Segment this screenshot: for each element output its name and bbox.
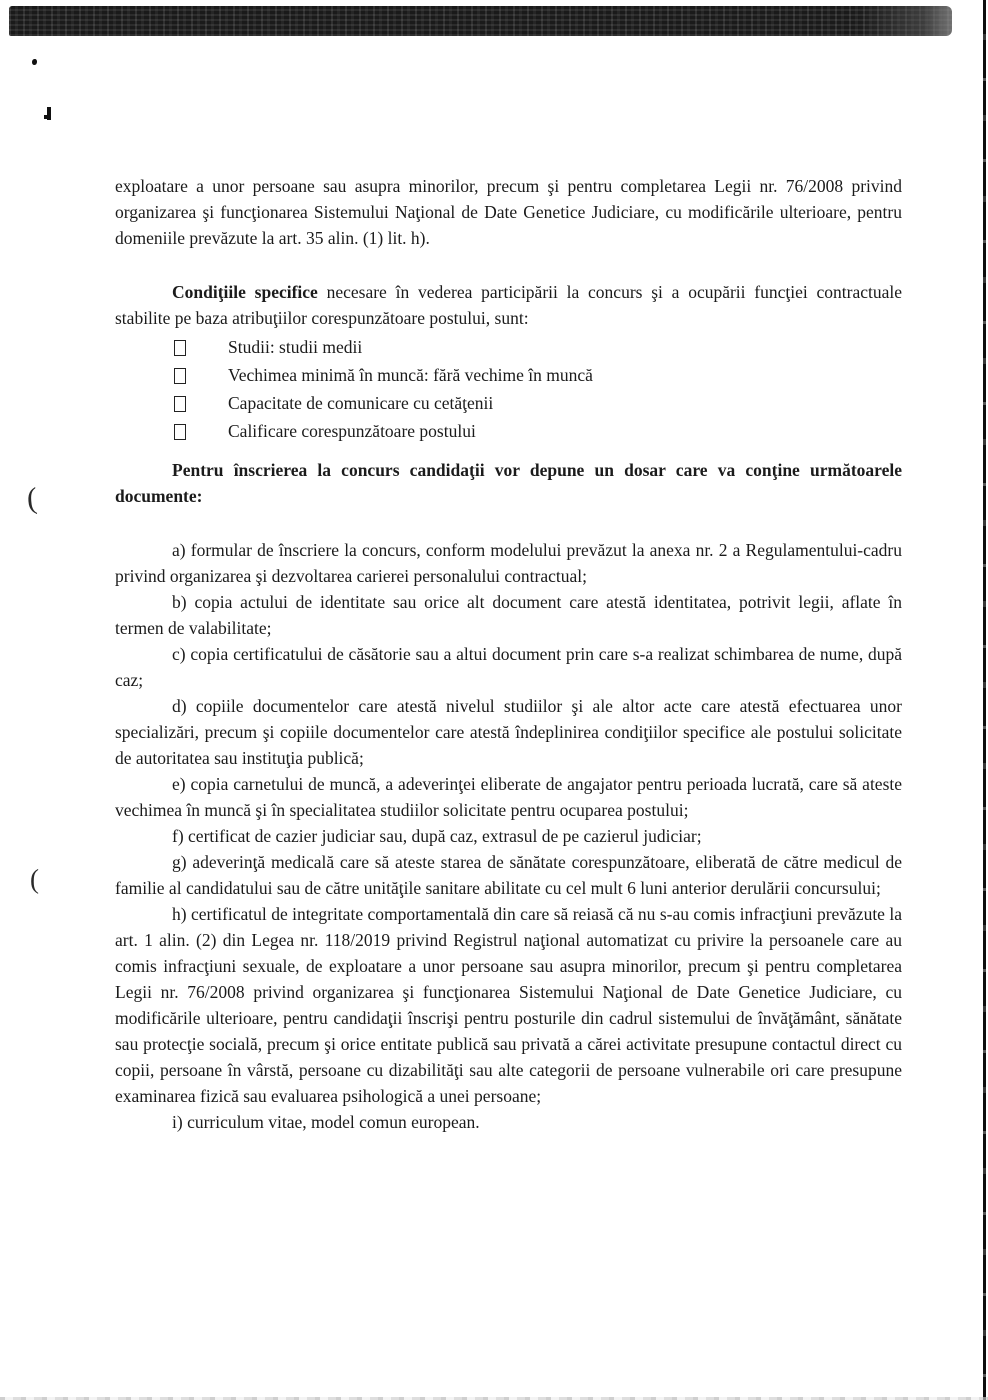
condition-item (115, 389, 902, 417)
document-item-label: b) (172, 592, 187, 612)
specific-conditions-paragraph (115, 279, 902, 331)
condition-text: Capacitate de comunicare cu cetăţenii (228, 393, 494, 413)
ink-tick-mark (47, 107, 51, 120)
document-body (115, 0, 902, 1135)
document-item-label: d) (172, 696, 187, 716)
condition-item (115, 333, 902, 361)
document-item-text: copiile documentelor care atestă nivelul studiilor şi ale altor acte care atestă efectuarea unor specializări, precum şi copiile documentelor care atestă îndeplinirea condiţiilor specifice ale postului solicitate de autoritatea sau instituţia publică; (115, 696, 903, 768)
condition-text: Studii: studii medii (228, 337, 363, 357)
condition-text: Calificare corespunzătoare postului (228, 421, 476, 441)
condition-item (115, 361, 902, 389)
empty-checkbox-icon (174, 396, 186, 412)
document-item-text: copia certificatului de căsătorie sau a altui document prin care s-a realizat schimbarea de nume, după caz; (115, 644, 902, 690)
document-item-text: copia actului de identitate sau orice alt document care atestă identitatea, potrivit legii, aflate în termen de valabilitate; (115, 592, 903, 638)
document-item-text: certificat de cazier judiciar sau, după caz, extrasul de pe cazierul judiciar; (188, 826, 702, 846)
specific-conditions-lead: Condiţiile specifice (172, 282, 318, 302)
document-item-label: i) (172, 1112, 183, 1132)
document-item-text: certificatul de integritate comportamentală din care să reiasă că nu s-au comis infracţiuni prevăzute la art. 1 alin. (2) din Legea nr. 118/2019 privind Registrul naţional automatizat cu privire la persoanele care au comis infracţiuni sexuale, de exploatare a unor persoane sau asupra minorilor, precum şi pentru completarea Legii nr. 76/2008 privind organizarea şi funcţionarea Sistemului Naţional de Date Genetice Judiciare, cu modificările ulterioare, pentru candidaţii înscrişi pentru posturile din cadrul sistemului de învăţământ, sănătate sau protecţie socială, precum şi orice entitate publică sau privată a cărei activitate presupune contactul direct cu copii, persoane în vârstă, persoane cu dizabilităţi sau alte categorii de persoane vulnerabile ori care presupune examinarea fizică sau evaluarea psihologică a unei persoane; (115, 904, 902, 1106)
document-item (115, 1109, 902, 1135)
intro-paragraph: exploatare a unor persoane sau asupra minorilor, precum şi pentru completarea Legii nr. 76/2008 privind organizarea şi funcţionarea Sistemului Naţional de Date Genetice Judiciare, cu modificările ulterioare, pentru domeniile prevăzute la art. 35 alin. (1) lit. h). (115, 176, 902, 248)
document-item-label: a) (172, 540, 186, 560)
condition-item (115, 417, 902, 445)
handwritten-paren-mark-1: ( (25, 481, 39, 516)
document-item (115, 693, 902, 771)
document-item (115, 823, 902, 849)
document-item (115, 641, 902, 693)
document-item-label: f) (172, 826, 184, 846)
document-item (115, 849, 902, 901)
document-item-label: g) (172, 852, 187, 872)
document-item-text: adeverinţă medicală care să ateste starea de sănătate corespunzătoare, eliberată de către medicul de familie al candidatului sau de către unităţile sanitare abilitate cu cel mult 6 luni anterior derulării concursului; (115, 852, 902, 898)
handwritten-paren-mark-2: ( (30, 864, 39, 894)
enrollment-heading: Pentru înscrierea la concurs candidaţii vor depune un dosar care va conţine următoarele documente: (115, 460, 902, 506)
document-item (115, 537, 902, 589)
document-item-text: copia carnetului de muncă, a adeverinţei eliberate de angajator pentru perioada lucrată, care să ateste vechimea în muncă şi în specialitatea studiilor solicitate pentru ocuparea postului; (115, 774, 903, 820)
specific-conditions-rest: necesare în vederea participării la concurs şi a ocupării funcţiei contractuale stabilite pe baza atribuţiilor corespunzătoare postului, sunt: (115, 282, 902, 328)
document-item-label: c) (172, 644, 186, 664)
document-item (115, 589, 902, 641)
document-item-text: formular de înscriere la concurs, conform modelului prevăzut la anexa nr. 2 a Regulamentului-cadru privind organizarea şi dezvoltarea carierei personalului contractual; (115, 540, 902, 586)
document-item-text: curriculum vitae, model comun european. (187, 1112, 480, 1132)
specific-conditions-list (115, 333, 902, 445)
document-item-label: h) (172, 904, 187, 924)
document-item (115, 901, 902, 1109)
document-item (115, 771, 902, 823)
empty-checkbox-icon (174, 424, 186, 440)
ink-dot-mark (32, 59, 37, 65)
document-item-label: e) (172, 774, 186, 794)
condition-text: Vechimea minimă în muncă: fără vechime în muncă (228, 365, 593, 385)
required-documents-list (115, 537, 902, 1135)
empty-checkbox-icon (174, 340, 186, 356)
scan-artifact-right-edge (983, 0, 986, 1400)
empty-checkbox-icon (174, 368, 186, 384)
